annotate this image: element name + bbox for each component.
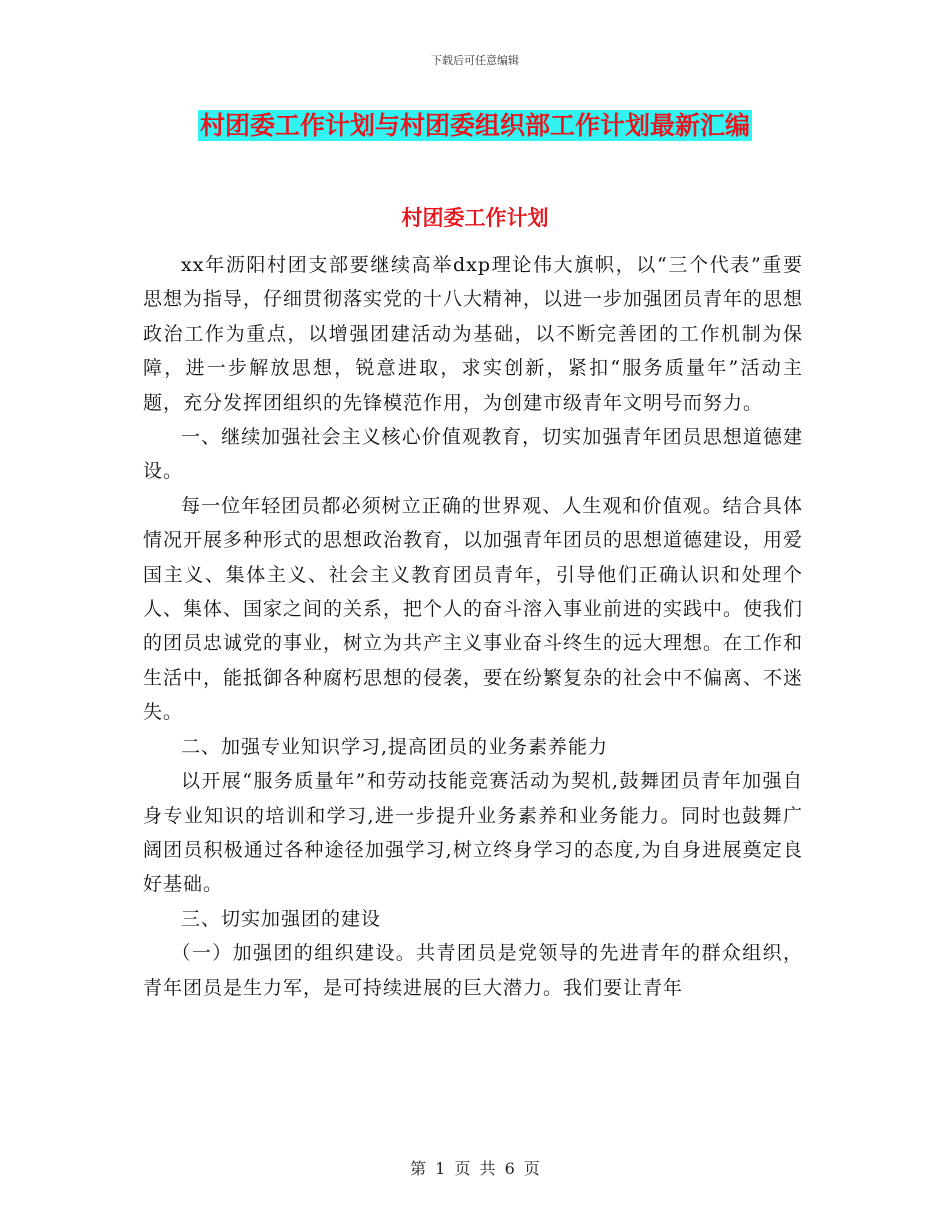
document-title-text: 村团委工作计划与村团委组织部工作计划最新汇编: [199, 111, 750, 140]
heading-one: 一、继续加强社会主义核心价值观教育，切实加强青年团员思想道德建设。: [143, 426, 803, 483]
page-footer: 第 1 页 共 6 页: [410, 1159, 540, 1178]
paragraph-two: 以开展“服务质量年”和劳动技能竞赛活动为契机,鼓舞团员青年加强自身专业知识的培训和学习,进一步提升业务素养和业务能力。同时也鼓舞广阔团员积极通过各种途径加强学习,树立终身学习的态度,为自身进展奠定良好基础。: [143, 770, 803, 896]
paragraph-intro: xx年沥阳村团支部要继续高举dxp理论伟大旗帜，以“三个代表”重要思想为指导，仔细贯彻落实党的十八大精神，以进一步加强团员青年的思想政治工作为重点，以增强团建活动为基础，以不断完善团的工作机制为保障，进一步解放思想，锐意进取，求实创新，紧扣“服务质量年”活动主题，充分发挥团组织的先锋模范作用，为创建市级青年文明号而努力。: [143, 254, 804, 414]
page-header-note: 下载后可任意编辑: [431, 54, 519, 67]
document-title: [0, 110, 950, 142]
document-body: [143, 248, 803, 1005]
section-title: 村团委工作计划: [401, 205, 549, 230]
heading-two: 二、加强专业知识学习,提高团员的业务素养能力: [181, 735, 609, 758]
heading-three: 三、切实加强团的建设: [181, 907, 382, 930]
paragraph-three: （一）加强团的组织建设。共青团员是党领导的先进青年的群众组织，青年团员是生力军，是可持续进展的巨大潜力。我们要让青年: [143, 942, 803, 999]
paragraph-one: 每一位年轻团员都必须树立正确的世界观、人生观和价值观。结合具体情况开展多种形式的思想政治教育，以加强青年团员的思想道德建设，用爱国主义、集体主义、社会主义教育团员青年，引导他们正确认识和处理个人、集体、国家之间的关系，把个人的奋斗溶入事业前进的实践中。使我们的团员忠诚党的事业，树立为共产主义事业奋斗终生的远大理想。在工作和生活中，能抵御各种腐朽思想的侵袭，要在纷繁复杂的社会中不偏离、不迷失。: [143, 494, 804, 724]
